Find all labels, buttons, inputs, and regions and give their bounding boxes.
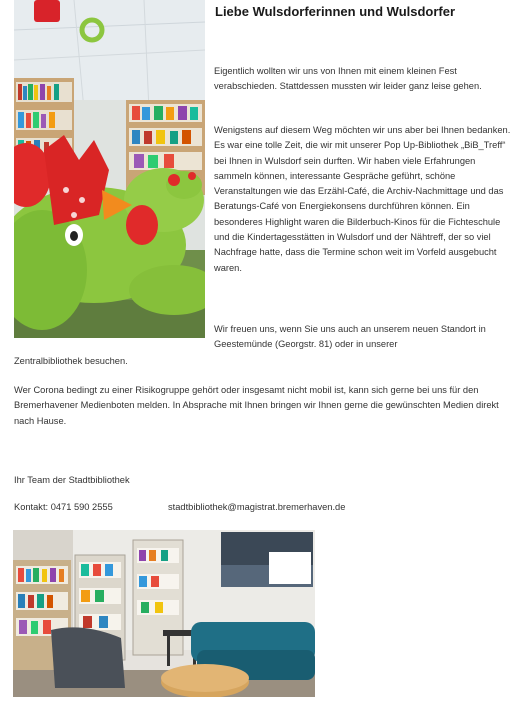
thanks-paragraph: Wenigstens auf diesem Weg möchten wir uns aber bei Ihnen bedanken. Es war eine tolle Zeit, die wir mit unserer Pop Up-Bibliothek „BiB_Treff“ bei Ihnen in Wulsdorf sein durften. Wir haben viele Erfahrungen sammeln können, interessante Gespräche geführt, schöne Veranstaltungen wie das Erzähl-Café, die Archiv-Nachmittage und das Beratungs-Café von Energiekonsens durchführen können. Ein besonderes Highlight waren die Bilderbuch-Kinos für die Fichteschule und die Kindertagesstätten in Wulsdorf und der Nähtreff, der so viel Nachfrage hatte, dass die Termine schon weit im Vorfeld ausgebucht waren. <box>214 125 511 273</box>
new-location-paragraph: Wir freuen uns, wenn Sie uns auch an unserem neuen Standort in Geestemünde (Georgstr. 81) oder in unserer <box>214 324 486 350</box>
delivery-paragraph: Wer Corona bedingt zu einer Risikogruppe gehört oder insgesamt nicht mobil ist, kann sich gerne bei uns für den Bremerhavener Medienboten melden. In Absprache mit Ihnen bringen wir Ihnen gerne die gewünschten Medien direkt nach Hause. <box>14 385 499 426</box>
new-location-paragraph-end: Zentralbibliothek besuchen. <box>14 356 128 366</box>
library-photo-bottom <box>13 530 315 697</box>
dragon-plush-illustration <box>14 0 205 338</box>
contact-line <box>14 500 346 515</box>
signature: Ihr Team der Stadtbibliothek <box>14 475 130 485</box>
contact-phone: Kontakt: 0471 590 2555 <box>14 502 113 512</box>
library-interior-illustration <box>13 530 315 697</box>
intro-paragraph: Eigentlich wollten wir uns von Ihnen mit einem kleinen Fest verabschieden. Stattdessen mussten wir leider ganz leise gehen. <box>214 66 482 92</box>
contact-email: stadtbibliothek@magistrat.bremerhaven.de <box>168 502 346 512</box>
page-title: Liebe Wulsdorferinnen und Wulsdorfer <box>215 4 456 19</box>
library-photo-top <box>14 0 205 338</box>
